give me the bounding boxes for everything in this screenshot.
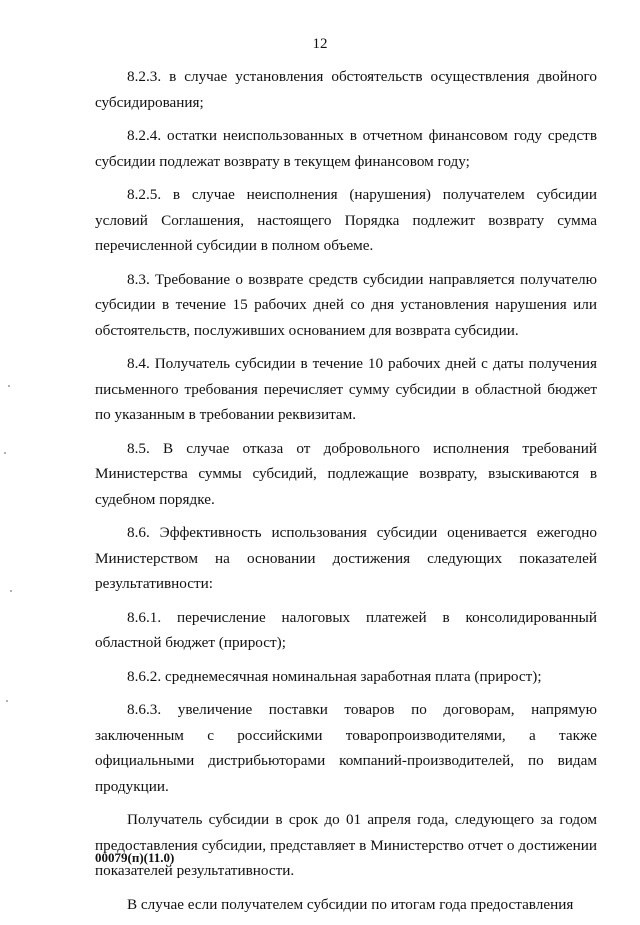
paragraph-report-deadline: Получатель субсидии в срок до 01 апреля года, следующего за годом предоставления субсидии, представляет в Министерство отчет о достижении показателей результативности. [95, 811, 597, 879]
paragraph-8-6-2: 8.6.2. среднемесячная номинальная заработная плата (прирост); [127, 667, 542, 685]
paragraph-continuation: В случае если получателем субсидии по итогам года предоставления [127, 895, 574, 913]
document-code: 00079(п)(11.0) [95, 850, 175, 865]
page-number: 12 [312, 36, 328, 52]
paragraph-8-2-5: 8.2.5. в случае неисполнения (нарушения) получателем субсидии условий Соглашения, настоящего Порядка подлежит возврату сумма перечисленной субсидии в полном объеме. [95, 186, 597, 254]
document-body [95, 64, 597, 925]
paragraph-8-5: 8.5. В случае отказа от добровольного исполнения требований Министерства суммы субсидий, подлежащие возврату, взыскиваются в судебном порядке. [95, 439, 597, 508]
paragraph-8-3: 8.3. Требование о возврате средств субсидии направляется получателю субсидии в течение 15 рабочих дней со дня установления нарушения или обстоятельств, послуживших основанием для возврата субсидии. [95, 270, 597, 339]
scan-speck [4, 452, 6, 454]
scan-speck [6, 700, 8, 702]
paragraph-8-6-3: 8.6.3. увеличение поставки товаров по договорам, напрямую заключенным с российскими товаропроизводителями, а также официальными дистрибьюторами компаний-производителей, по видам продукции. [95, 701, 597, 795]
scan-speck [8, 385, 10, 387]
scan-speck [10, 590, 12, 592]
paragraph-8-2-3: 8.2.3. в случае установления обстоятельств осуществления двойного субсидирования; [95, 68, 597, 111]
paragraph-8-6-1: 8.6.1. перечисление налоговых платежей в консолидированный областной бюджет (прирост); [95, 608, 597, 651]
paragraph-8-2-4: 8.2.4. остатки неиспользованных в отчетном финансовом году средств субсидии подлежат возврату в текущем финансовом году; [95, 127, 597, 170]
paragraph-8-4: 8.4. Получатель субсидии в течение 10 рабочих дней с даты получения письменного требования перечисляет сумму субсидии в областной бюджет по указанным в требовании реквизитам. [95, 355, 597, 423]
paragraph-8-6: 8.6. Эффективность использования субсидии оценивается ежегодно Министерством на основании достижения следующих показателей результативности: [95, 524, 597, 592]
